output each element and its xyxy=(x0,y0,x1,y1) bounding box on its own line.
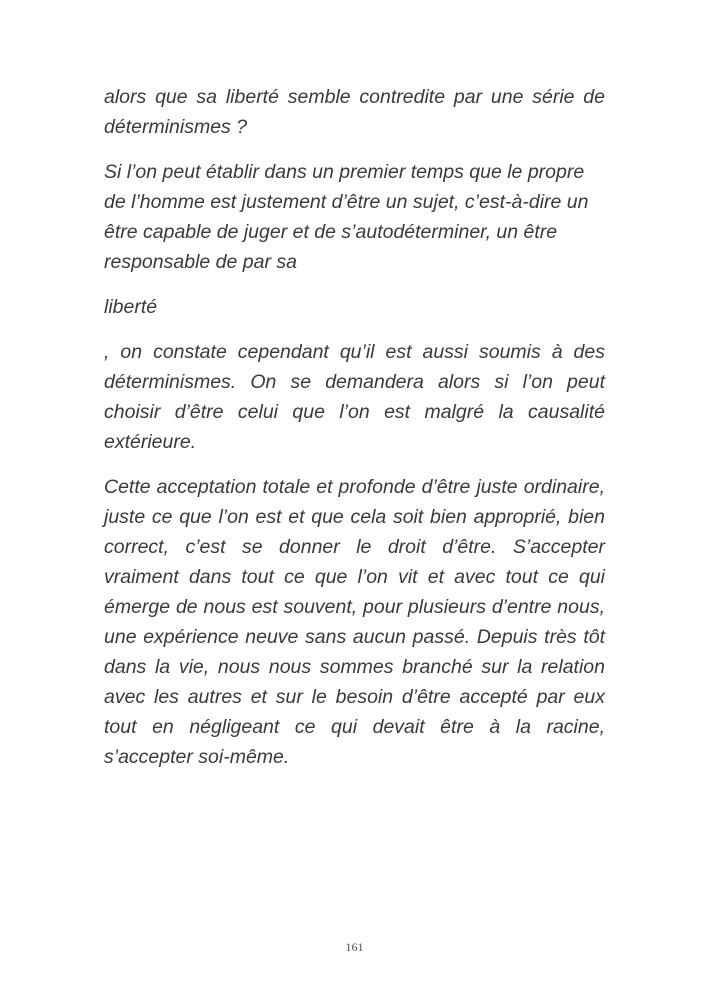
paragraph-5: Cette acceptation totale et profonde d’être juste ordinaire, juste ce que l’on est et que cela soit bien approprié, bien correct, c’est se donner le droit d’être. S’accepter vraiment dans tout ce que l’on vit et avec tout ce qui émerge de nous est souvent, pour plusieurs d’entre nous, une expérience neuve sans aucun passé. Depuis très tôt dans la vie, nous nous sommes branché sur la relation avec les autres et sur le besoin d’être accepté par eux tout en négligeant ce qui devait être à la racine, s’accepter soi-même. xyxy=(104,476,605,768)
page-number: 161 xyxy=(345,940,364,954)
paragraph-1: alors que sa liberté semble contredite par une série de déterminismes ? xyxy=(104,86,605,138)
paragraph-2: Si l’on peut établir dans un premier temps que le propre de l’homme est justement d’être un sujet, c’est-à-dire un être capable de juger et de s’autodéterminer, un être responsable de par sa xyxy=(104,161,589,273)
body-text xyxy=(104,82,605,787)
paragraph-3: liberté xyxy=(104,296,158,318)
paragraph-4: , on constate cependant qu’il est aussi soumis à des déterminismes. On se demandera alors si l’on peut choisir d’être celui que l’on est malgré la causalité extérieure. xyxy=(104,341,605,453)
